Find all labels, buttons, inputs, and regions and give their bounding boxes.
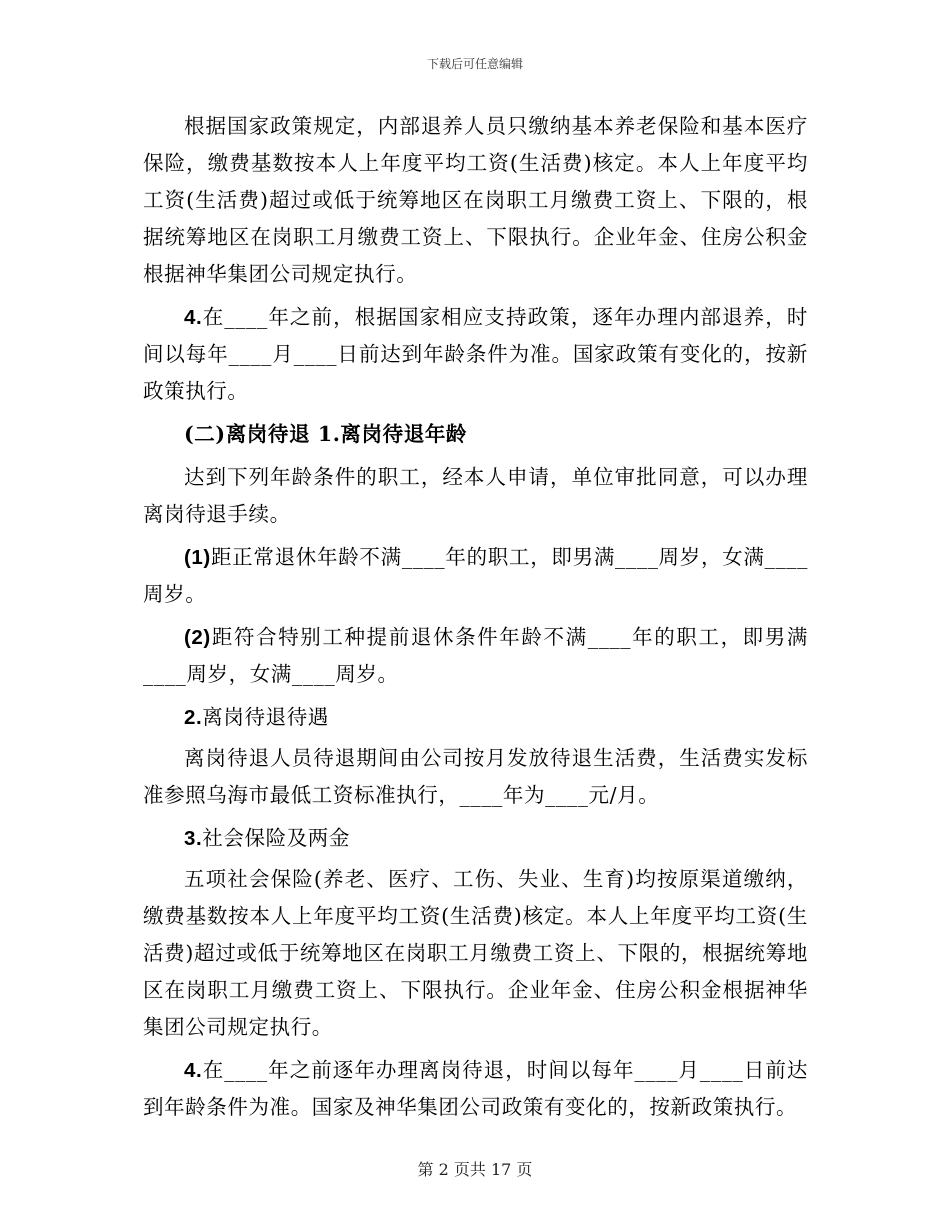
item-number: 3. <box>184 827 203 850</box>
paragraph-five-insurances <box>143 861 808 1046</box>
item-number: 4. <box>184 306 203 329</box>
paragraph-text: 达到下列年龄条件的职工，经本人申请，单位审批同意，可以办理离岗待退手续。 <box>143 465 808 526</box>
paragraph-age-conditions <box>143 459 808 533</box>
paragraph-text: 在____年之前，根据国家相应支持政策，逐年办理内部退养，时间以每年____月____日前达到年龄条件为准。国家政策有变化的，按新政策执行。 <box>143 305 808 403</box>
paragraph-social-insurance-retire <box>143 108 808 293</box>
page-footer: 第 2 页共 17 页 <box>417 1160 533 1179</box>
heading-text: (二)离岗待退 1.离岗待退年龄 <box>184 422 468 446</box>
item-number: (2) <box>184 626 211 649</box>
paragraph-text: 根据国家政策规定，内部退养人员只缴纳基本养老保险和基本医疗保险，缴费基数按本人上年度平均工资(生活费)核定。本人上年度平均工资(生活费)超过或低于统筹地区在岗职工月缴费工资上、下限的，根据统筹地区在岗职工月缴费工资上、下限执行。企业年金、住房公积金根据神华集团公司规定执行。 <box>143 114 808 286</box>
paragraph-item-4-leave-post <box>143 1052 808 1126</box>
section-heading-leave-post <box>143 416 808 453</box>
paragraph-item-2-special-retire <box>143 619 808 693</box>
page-header: 下载后可任意编辑 <box>426 57 523 71</box>
paragraph-text: 在____年之前逐年办理离岗待退，时间以每年____月____日前达到年龄条件为准。国家及神华集团公司政策有变化的，按新政策执行。 <box>143 1058 808 1119</box>
paragraph-item-3-insurance-title <box>143 820 808 857</box>
paragraph-text: 距正常退休年龄不满____年的职工，即男满____周岁，女满____周岁。 <box>143 545 808 606</box>
paragraph-text: 离岗待退人员待退期间由公司按月发放待退生活费，生活费实发标准参照乌海市最低工资标准执行，____年为____元/月。 <box>143 746 808 807</box>
paragraph-text: 社会保险及两金 <box>202 826 350 850</box>
paragraph-living-allowance <box>143 740 808 814</box>
paragraph-text: 离岗待退待遇 <box>202 705 329 729</box>
paragraph-text: 距符合特别工种提前退休条件年龄不满____年的职工，即男满____周岁，女满____周岁。 <box>143 625 808 686</box>
paragraph-item-2-treatment-title <box>143 699 808 736</box>
item-number: 2. <box>184 706 203 729</box>
paragraph-text: 五项社会保险(养老、医疗、工伤、失业、生育)均按原渠道缴纳，缴费基数按本人上年度平均工资(生活费)核定。本人上年度平均工资(生活费)超过或低于统筹地区在岗职工月缴费工资上、下限的，根据统筹地区在岗职工月缴费工资上、下限执行。企业年金、住房公积金根据神华集团公司规定执行。 <box>143 867 808 1039</box>
paragraph-item-1-normal-retire <box>143 539 808 613</box>
paragraph-item-4-internal-retire <box>143 299 808 410</box>
document-body <box>143 108 808 1132</box>
item-number: 4. <box>184 1059 203 1082</box>
item-number: (1) <box>184 546 211 569</box>
